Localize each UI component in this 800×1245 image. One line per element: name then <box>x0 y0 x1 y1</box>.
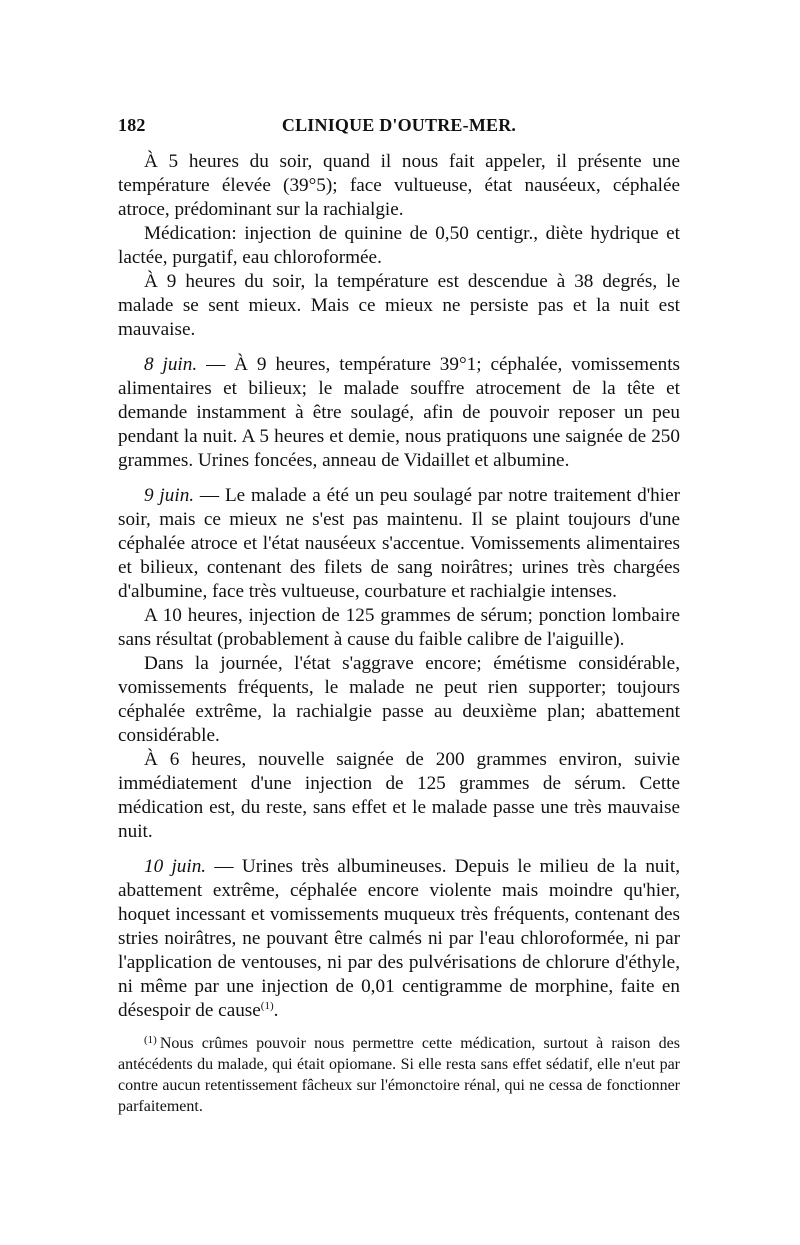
paragraph-second-bleeding <box>118 748 680 844</box>
book-page <box>118 115 680 1117</box>
paragraph-june-8 <box>118 353 680 473</box>
paragraph-june-9 <box>118 484 680 604</box>
footnote-marker: (1) <box>144 1034 157 1046</box>
paragraph-injection <box>118 604 680 652</box>
date-label: 8 juin. <box>144 354 198 375</box>
date-label: 9 juin. <box>144 485 195 506</box>
date-label: 10 juin. <box>144 856 207 877</box>
paragraph-end-punctuation: . <box>273 1000 279 1021</box>
paragraph-text: À 5 heures du soir, quand il nous fait appeler, il présente une température élevée (39°5); face vultueuse, état nauséeux, céphalée atroce, prédominant sur la rachialgie. <box>118 151 680 220</box>
paragraph-text: À 9 heures du soir, la température est descendue à 38 degrés, le malade se sent mieux. Mais ce mieux ne persiste pas et la nuit est mauvaise. <box>118 271 680 340</box>
paragraph-text: — Le malade a été un peu soulagé par notre traitement d'hier soir, mais ce mieux ne s'est pas maintenu. Il se plaint toujours d'une céphalée atroce et l'état nauséeux s'accentue. Vomissements alimentaires et bilieux, contenant des filets de sang noirâtres; urines très chargées d'albumine, face très vultueuse, courbature et rachialgie intenses. <box>118 485 680 602</box>
paragraph-evening-fever <box>118 150 680 222</box>
page-number: 182 <box>118 115 146 135</box>
paragraph-june-10 <box>118 855 680 1023</box>
footnote <box>118 1033 680 1117</box>
running-title: CLINIQUE D'OUTRE-MER. <box>281 115 517 135</box>
paragraph-text: — Urines très albumineuses. Depuis le milieu de la nuit, abattement extrême, céphalée encore violente mais moindre qu'hier, hoquet incessant et vomissements muqueux très fréquents, contenant des stries noirâtres, ne pouvant être calmés ni par l'eau chloroformée, ni par l'application de ventouses, ni par des pulvérisations de chlorure d'éthyle, ni même par une injection de 0,01 centigramme de morphine, faite en désespoir de cause <box>118 856 680 1021</box>
paragraph-medication <box>118 222 680 270</box>
paragraph-night <box>118 270 680 342</box>
footnote-reference: (1) <box>260 1000 274 1012</box>
paragraph-text: Médication: injection de quinine de 0,50 centigr., diète hydrique et lactée, purgatif, eau chloroformée. <box>118 223 680 268</box>
paragraph-text: À 6 heures, nouvelle saignée de 200 grammes environ, suivie immédiatement d'une injection de 125 grammes de sérum. Cette médication est, du reste, sans effet et le malade passe une très mauvaise nuit. <box>118 749 680 842</box>
body-text <box>118 150 680 1023</box>
paragraph-text: — À 9 heures, température 39°1; céphalée, vomissements alimentaires et bilieux; le malade souffre atrocement de la tête et demande instamment à être soulagé, afin de pouvoir reposer un peu pendant la nuit. A 5 heures et demie, nous pratiquons une saignée de 250 grammes. Urines foncées, anneau de Vidaillet et albumine. <box>118 354 680 471</box>
page-header <box>118 115 680 143</box>
paragraph-text: A 10 heures, injection de 125 grammes de sérum; ponction lombaire sans résultat (probablement à cause du faible calibre de l'aiguille). <box>118 605 680 650</box>
paragraph-text: Dans la journée, l'état s'aggrave encore; émétisme considérable, vomissements fréquents, le malade ne peut rien supporter; toujours céphalée extrême, la rachialgie passe au deuxième plan; abattement considérable. <box>118 653 680 746</box>
paragraph-day-worsening <box>118 652 680 748</box>
footnote-text: Nous crûmes pouvoir nous permettre cette médication, surtout à raison des antécédents du malade, qui était opiomane. Si elle resta sans effet sédatif, elle n'eut par contre aucun retentissement fâcheux sur l'émonctoire rénal, qui ne cessa de fonctionner parfaitement. <box>118 1035 680 1115</box>
